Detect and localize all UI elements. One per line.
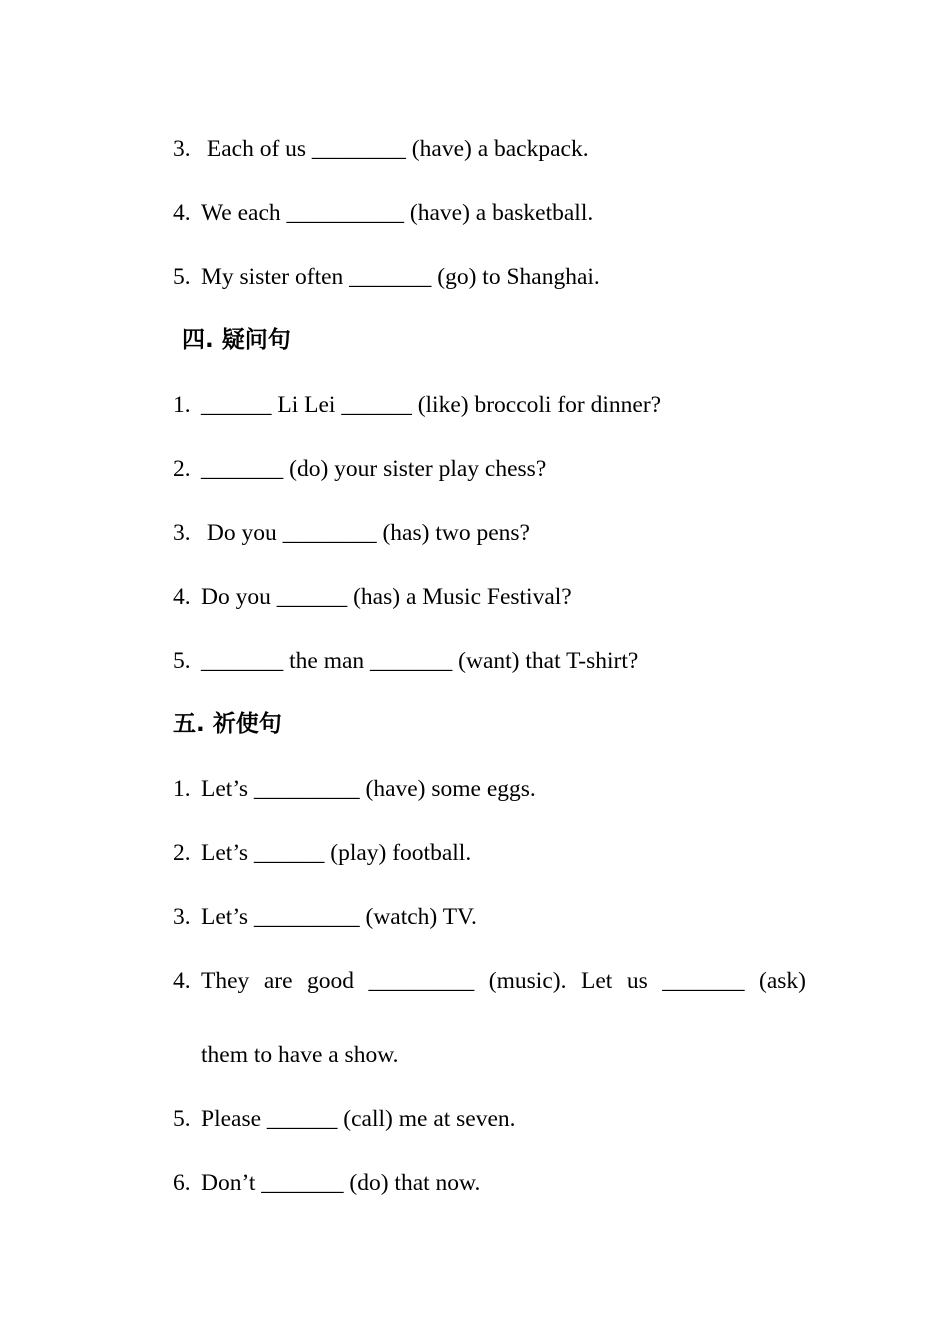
item-word: (ask) <box>759 968 806 994</box>
item-text: We each __________ (have) a basketball. <box>201 200 594 226</box>
item-text: Each of us ________ (have) a backpack. <box>201 136 589 162</box>
item-number: 5. <box>173 1106 191 1132</box>
item-word: are <box>263 968 293 994</box>
item-text: Let’s _________ (have) some eggs. <box>201 776 536 802</box>
item-text <box>201 966 806 996</box>
item-number: 3. <box>173 520 191 546</box>
item-text: Let’s ______ (play) football. <box>201 840 472 866</box>
item-text: My sister often _______ (go) to Shanghai. <box>201 264 600 290</box>
item-continuation: them to have a show. <box>201 1042 399 1068</box>
section-heading: 四. 疑问句 <box>182 327 291 353</box>
exercise-item <box>173 902 477 932</box>
item-number: 1. <box>173 392 191 418</box>
item-text: Don’t _______ (do) that now. <box>201 1170 481 1196</box>
item-number: 4. <box>173 968 191 994</box>
item-number: 4. <box>173 584 191 610</box>
exercise-item <box>173 1168 480 1198</box>
exercise-item <box>173 134 589 164</box>
exercise-item <box>173 262 600 292</box>
exercise-item <box>173 518 530 548</box>
item-text: Do you ________ (has) two pens? <box>201 520 530 546</box>
item-number: 4. <box>173 200 191 226</box>
item-number: 3. <box>173 904 191 930</box>
item-text: ______ Li Lei ______ (like) broccoli for dinner? <box>201 392 662 418</box>
item-text: Please ______ (call) me at seven. <box>201 1106 516 1132</box>
item-number: 5. <box>173 264 191 290</box>
exercise-item <box>173 582 572 612</box>
exercise-item <box>173 1104 516 1134</box>
item-word: (music). <box>488 968 567 994</box>
item-word: good <box>307 968 355 994</box>
item-word: Let <box>580 968 613 994</box>
item-text: _______ the man _______ (want) that T-shirt? <box>201 648 639 674</box>
exercise-item <box>173 390 661 420</box>
item-number: 5. <box>173 648 191 674</box>
item-number: 6. <box>173 1170 191 1196</box>
exercise-item <box>173 198 593 228</box>
exercise-item <box>173 454 546 484</box>
item-text: Let’s _________ (watch) TV. <box>201 904 477 930</box>
item-word: They <box>201 968 250 994</box>
exercise-item <box>173 774 536 804</box>
item-text: Do you ______ (has) a Music Festival? <box>201 584 572 610</box>
item-number: 3. <box>173 136 191 162</box>
exercise-item <box>173 966 806 996</box>
item-number: 2. <box>173 456 191 482</box>
item-number: 1. <box>173 776 191 802</box>
section-heading: 五. 祈使句 <box>173 711 282 737</box>
item-number: 2. <box>173 840 191 866</box>
item-word: _________ <box>368 968 475 994</box>
item-text: _______ (do) your sister play chess? <box>201 456 547 482</box>
item-word: us <box>626 968 648 994</box>
item-word: _______ <box>662 968 745 994</box>
exercise-item <box>173 646 638 676</box>
exercise-item <box>173 838 471 868</box>
